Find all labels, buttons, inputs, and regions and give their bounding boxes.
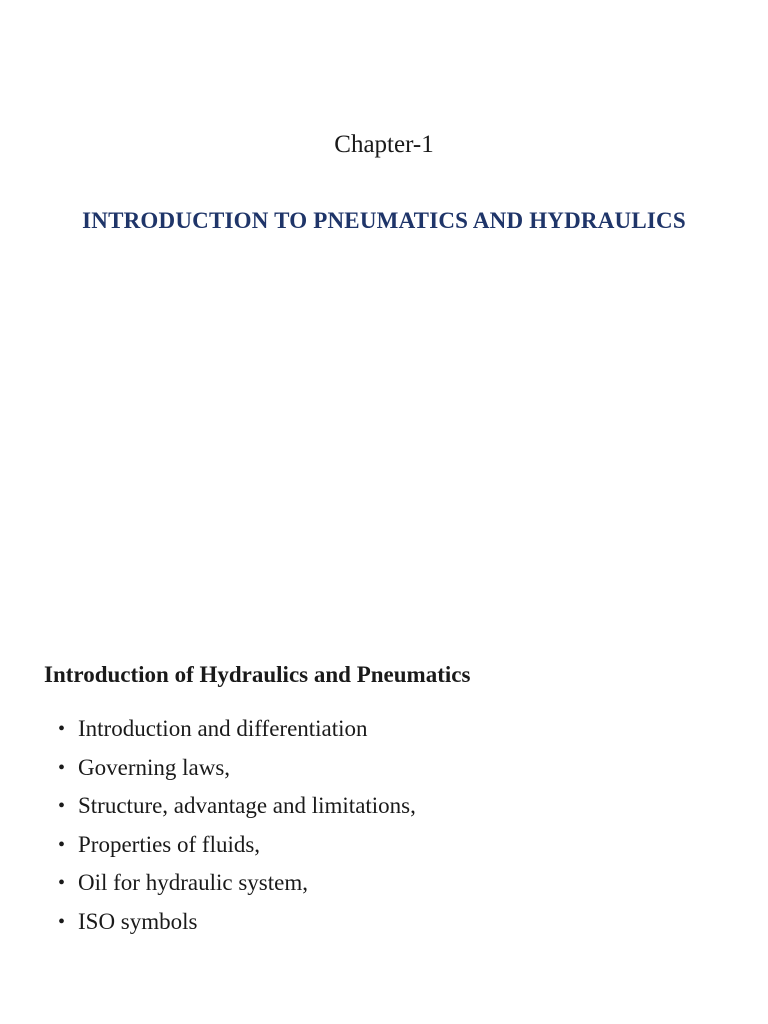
topics-section — [44, 658, 744, 941]
section-heading: Introduction of Hydraulics and Pneumatics — [44, 662, 471, 687]
list-item: • Structure, advantage and limitations, — [58, 787, 744, 826]
list-item: • Oil for hydraulic system, — [58, 864, 744, 903]
list-item: • Introduction and differentiation — [58, 710, 744, 749]
list-item: • Governing laws, — [58, 749, 744, 788]
chapter-title: INTRODUCTION TO PNEUMATICS AND HYDRAULICS — [82, 208, 686, 233]
list-item: • ISO symbols — [58, 903, 744, 942]
list-item: • Properties of fluids, — [58, 826, 744, 865]
topic-list — [44, 710, 744, 941]
chapter-label: Chapter-1 — [334, 131, 434, 158]
